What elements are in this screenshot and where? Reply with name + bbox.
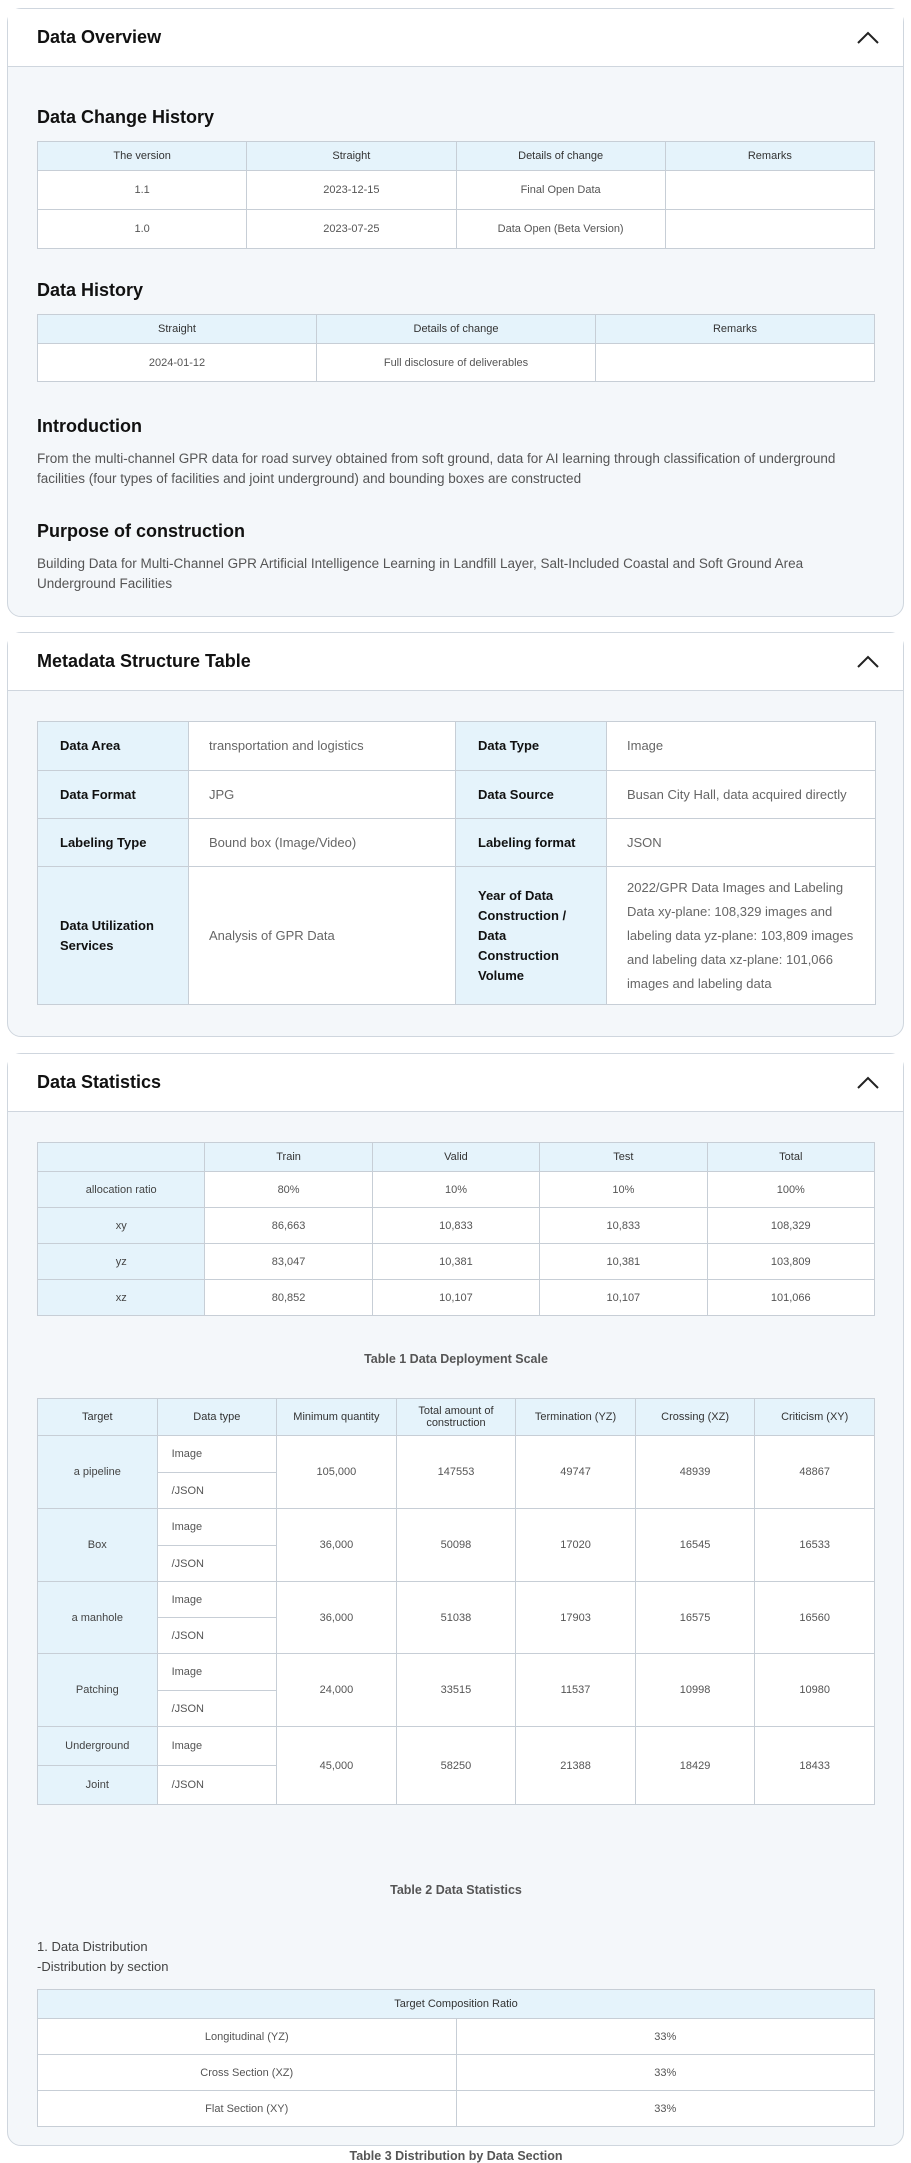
metadata-key: Labeling Type bbox=[38, 819, 189, 867]
table-cell: 80% bbox=[205, 1172, 372, 1208]
table-cell: 45,000 bbox=[277, 1727, 397, 1805]
table-cell: 21388 bbox=[516, 1727, 636, 1805]
table-row bbox=[38, 210, 875, 249]
table-cell: 33% bbox=[456, 2055, 875, 2091]
table-cell: 86,663 bbox=[205, 1208, 372, 1244]
column-header: Straight bbox=[38, 315, 317, 344]
table-cell: 16545 bbox=[635, 1509, 755, 1582]
table-row bbox=[38, 344, 875, 382]
distribution-table bbox=[37, 1989, 875, 2127]
table-row bbox=[38, 1244, 875, 1280]
table-cell: 36,000 bbox=[277, 1509, 397, 1582]
table-cell: 10,107 bbox=[372, 1280, 539, 1316]
metadata-value: transportation and logistics bbox=[189, 722, 456, 771]
table-row bbox=[38, 1582, 875, 1618]
table-cell: 48867 bbox=[755, 1436, 875, 1509]
table-cell: 108,329 bbox=[707, 1208, 874, 1244]
table-cell: 10,381 bbox=[540, 1244, 707, 1280]
data-statistics-header[interactable] bbox=[8, 1054, 903, 1112]
table-cell: 18433 bbox=[755, 1727, 875, 1805]
table-cell: 105,000 bbox=[277, 1436, 397, 1509]
table-cell: 16533 bbox=[755, 1509, 875, 1582]
table-cell: 10,833 bbox=[372, 1208, 539, 1244]
metadata-value: JPG bbox=[189, 771, 456, 819]
table-row bbox=[38, 771, 876, 819]
table-cell: 36,000 bbox=[277, 1582, 397, 1654]
table-cell: 2023-07-25 bbox=[247, 210, 456, 249]
column-header: The version bbox=[38, 142, 247, 171]
table-cell: 147553 bbox=[396, 1436, 516, 1509]
table2-caption: Table 2 Data Statistics bbox=[390, 1883, 522, 1897]
metadata-key: Data Source bbox=[456, 771, 607, 819]
column-header: Details of change bbox=[317, 315, 596, 344]
table-cell: 17020 bbox=[516, 1509, 636, 1582]
metadata-key: Labeling format bbox=[456, 819, 607, 867]
panel-title: Data Statistics bbox=[37, 1072, 162, 1092]
table-row bbox=[38, 171, 875, 210]
chevron-up-icon[interactable] bbox=[855, 25, 881, 51]
deployment-scale-table bbox=[37, 1142, 875, 1316]
metadata-value: Image bbox=[607, 722, 876, 771]
table-cell bbox=[665, 210, 874, 249]
table-cell: 1.1 bbox=[38, 171, 247, 210]
column-header: Criticism (XY) bbox=[755, 1399, 875, 1436]
target-cell: a pipeline bbox=[38, 1436, 158, 1509]
table3-caption: Table 3 Distribution by Data Section bbox=[349, 2149, 563, 2163]
table-cell: Cross Section (XZ) bbox=[38, 2055, 457, 2091]
data-type-cell: /JSON bbox=[157, 1618, 277, 1654]
row-header: xy bbox=[38, 1208, 205, 1244]
data-type-cell: Image bbox=[157, 1582, 277, 1618]
column-header: Remarks bbox=[665, 142, 874, 171]
data-history-heading: Data History bbox=[37, 280, 144, 300]
table-cell: 1.0 bbox=[38, 210, 247, 249]
chevron-up-icon[interactable] bbox=[855, 649, 881, 675]
data-type-cell: Image bbox=[157, 1654, 277, 1691]
table-row bbox=[38, 2019, 875, 2055]
column-header: Valid bbox=[372, 1143, 539, 1172]
data-overview-header[interactable] bbox=[8, 9, 903, 67]
change-history-heading: Data Change History bbox=[37, 107, 215, 127]
metadata-key: Data Type bbox=[456, 722, 607, 771]
table-cell bbox=[665, 171, 874, 210]
column-header: Straight bbox=[247, 142, 456, 171]
introduction-heading: Introduction bbox=[37, 416, 142, 436]
introduction-text: From the multi-channel GPR data for road survey obtained from soft ground, data for AI learning through classification of underground facilities (four types of facilities and joint underground) and bounding boxes are constructed bbox=[37, 451, 836, 486]
table-cell: 100% bbox=[707, 1172, 874, 1208]
metadata-header[interactable] bbox=[8, 633, 903, 691]
table-cell: 50098 bbox=[396, 1509, 516, 1582]
table-cell: 51038 bbox=[396, 1582, 516, 1654]
row-header: yz bbox=[38, 1244, 205, 1280]
metadata-table bbox=[37, 721, 876, 1005]
table-row bbox=[38, 2091, 875, 2127]
metadata-key: Data Format bbox=[38, 771, 189, 819]
data-statistics-panel bbox=[7, 1053, 904, 2163]
table-cell: 33515 bbox=[396, 1654, 516, 1727]
metadata-value: Busan City Hall, data acquired directly bbox=[607, 771, 876, 819]
table-cell: 101,066 bbox=[707, 1280, 874, 1316]
table-cell: 10,381 bbox=[372, 1244, 539, 1280]
chevron-up-icon[interactable] bbox=[855, 1070, 881, 1096]
table-cell: 2023-12-15 bbox=[247, 171, 456, 210]
table-row bbox=[38, 1727, 875, 1766]
table-row bbox=[38, 1654, 875, 1691]
table-row bbox=[38, 2055, 875, 2091]
column-header: Minimum quantity bbox=[277, 1399, 397, 1436]
table-cell: 16560 bbox=[755, 1582, 875, 1654]
table-cell: 33% bbox=[456, 2019, 875, 2055]
target-cell: Patching bbox=[38, 1654, 158, 1727]
table-cell: 10% bbox=[540, 1172, 707, 1208]
table-row bbox=[38, 1280, 875, 1316]
data-type-cell: /JSON bbox=[157, 1546, 277, 1582]
metadata-value: Bound box (Image/Video) bbox=[189, 819, 456, 867]
panel-title: Data Overview bbox=[37, 27, 162, 47]
table-cell: 10,833 bbox=[540, 1208, 707, 1244]
change-history-table bbox=[37, 141, 875, 249]
column-header: Test bbox=[540, 1143, 707, 1172]
column-header: Total bbox=[707, 1143, 874, 1172]
metadata-key: Data Utilization Services bbox=[38, 867, 189, 1005]
data-type-cell: /JSON bbox=[157, 1691, 277, 1727]
data-type-cell: Image bbox=[157, 1727, 277, 1766]
table-cell: 24,000 bbox=[277, 1654, 397, 1727]
table-cell bbox=[596, 344, 875, 382]
table-cell: Full disclosure of deliverables bbox=[317, 344, 596, 382]
table-cell: 17903 bbox=[516, 1582, 636, 1654]
table-row bbox=[38, 722, 876, 771]
table-cell: 49747 bbox=[516, 1436, 636, 1509]
table-cell: Flat Section (XY) bbox=[38, 2091, 457, 2127]
column-header: Total amount of construction bbox=[396, 1399, 516, 1436]
purpose-text: Building Data for Multi-Channel GPR Artificial Intelligence Learning in Landfill Layer, Salt-Included Coastal and Soft Ground Area Underground Facilities bbox=[37, 556, 804, 591]
data-history-table bbox=[37, 314, 875, 382]
table-cell: 58250 bbox=[396, 1727, 516, 1805]
table-row bbox=[38, 1208, 875, 1244]
metadata-value: 2022/GPR Data Images and Labeling Data xy-plane: 108,329 images and labeling data yz-plane: 103,809 images and labeling data xz-plane: 101,066 images and labeling data bbox=[607, 867, 876, 1005]
table-cell: 10% bbox=[372, 1172, 539, 1208]
table-row bbox=[38, 1436, 875, 1473]
column-header: Remarks bbox=[596, 315, 875, 344]
column-header: Target bbox=[38, 1399, 158, 1436]
table-cell: 2024-01-12 bbox=[38, 344, 317, 382]
column-header: Details of change bbox=[456, 142, 665, 171]
table-cell: 80,852 bbox=[205, 1280, 372, 1316]
table-row bbox=[38, 819, 876, 867]
table-cell: 10,107 bbox=[540, 1280, 707, 1316]
target-cell: Box bbox=[38, 1509, 158, 1582]
row-header: xz bbox=[38, 1280, 205, 1316]
table-row bbox=[38, 1509, 875, 1546]
metadata-value: JSON bbox=[607, 819, 876, 867]
data-statistics-table bbox=[37, 1398, 875, 1805]
purpose-heading: Purpose of construction bbox=[37, 521, 246, 541]
distribution-intro bbox=[37, 1937, 169, 1977]
target-cell: Joint bbox=[38, 1766, 158, 1805]
table-cell: 11537 bbox=[516, 1654, 636, 1727]
data-overview-panel bbox=[7, 8, 904, 617]
column-header: Crossing (XZ) bbox=[635, 1399, 755, 1436]
column-header: Termination (YZ) bbox=[516, 1399, 636, 1436]
data-type-cell: /JSON bbox=[157, 1766, 277, 1805]
distribution-subtitle: -Distribution by section bbox=[37, 1959, 169, 1974]
table-cell: 103,809 bbox=[707, 1244, 874, 1280]
panel-title: Metadata Structure Table bbox=[37, 651, 251, 671]
table1-caption: Table 1 Data Deployment Scale bbox=[364, 1352, 548, 1366]
distribution-title: 1. Data Distribution bbox=[37, 1939, 148, 1954]
table-cell: Longitudinal (YZ) bbox=[38, 2019, 457, 2055]
column-header bbox=[38, 1143, 205, 1172]
table-cell: 10998 bbox=[635, 1654, 755, 1727]
table-cell: 33% bbox=[456, 2091, 875, 2127]
metadata-value: Analysis of GPR Data bbox=[189, 867, 456, 1005]
target-cell: a manhole bbox=[38, 1582, 158, 1654]
table-cell: 18429 bbox=[635, 1727, 755, 1805]
table-cell: 48939 bbox=[635, 1436, 755, 1509]
column-header: Data type bbox=[157, 1399, 277, 1436]
data-type-cell: /JSON bbox=[157, 1473, 277, 1509]
row-header: allocation ratio bbox=[38, 1172, 205, 1208]
data-type-cell: Image bbox=[157, 1436, 277, 1473]
table-row bbox=[38, 867, 876, 1005]
table-cell: 16575 bbox=[635, 1582, 755, 1654]
metadata-panel bbox=[7, 632, 904, 1037]
metadata-key: Year of Data Construction / Data Construction Volume bbox=[456, 867, 607, 1005]
table-row bbox=[38, 1172, 875, 1208]
column-header: Train bbox=[205, 1143, 372, 1172]
table-cell: Data Open (Beta Version) bbox=[456, 210, 665, 249]
target-cell: Underground bbox=[38, 1727, 158, 1766]
table-cell: 83,047 bbox=[205, 1244, 372, 1280]
metadata-key: Data Area bbox=[38, 722, 189, 771]
table-cell: Final Open Data bbox=[456, 171, 665, 210]
column-header: Target Composition Ratio bbox=[38, 1990, 875, 2019]
table-cell: 10980 bbox=[755, 1654, 875, 1727]
data-type-cell: Image bbox=[157, 1509, 277, 1546]
